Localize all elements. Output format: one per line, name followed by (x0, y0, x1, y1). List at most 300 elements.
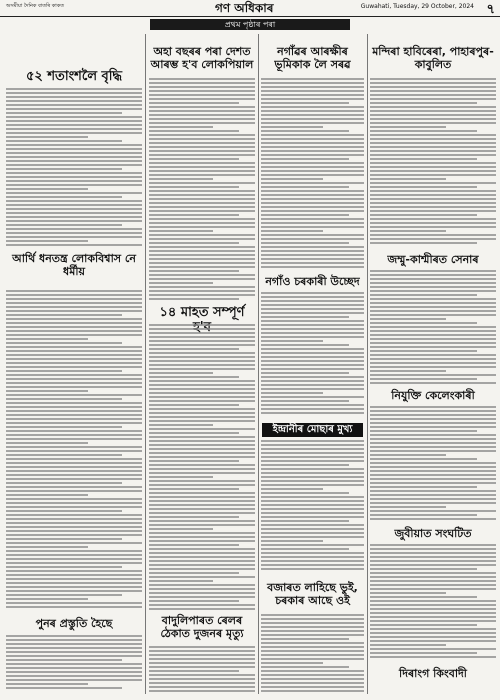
text-line (6, 554, 142, 556)
text-line (6, 322, 142, 324)
text-line (149, 524, 255, 526)
text-line (6, 212, 142, 214)
text-line (149, 102, 239, 104)
text-line (261, 134, 364, 136)
text-line (149, 94, 255, 96)
text-line (149, 504, 255, 506)
text-line (261, 468, 364, 470)
text-line (261, 392, 323, 394)
text-line (261, 618, 364, 620)
text-line (149, 122, 255, 124)
text-line (6, 410, 142, 412)
text-line (261, 480, 364, 482)
text-line (261, 520, 349, 522)
text-line (261, 82, 364, 84)
text-line (6, 671, 142, 673)
text-line (149, 186, 239, 188)
text-line (6, 679, 142, 681)
text-line (6, 160, 142, 162)
text-line (6, 663, 142, 665)
text-line (261, 98, 364, 100)
text-line (261, 642, 364, 644)
text-line (6, 346, 142, 348)
text-line (149, 484, 255, 486)
text-line (261, 368, 364, 370)
text-line (261, 336, 364, 338)
text-line (6, 683, 88, 685)
text-line (370, 270, 496, 272)
article-body (149, 324, 255, 614)
headline-d5: দিৰাংগ কিংবাদী (399, 667, 467, 680)
text-line (149, 460, 239, 462)
headline-c3: ইন্দ্ৰানীৰ মোছাৰ মুখ্য (262, 423, 363, 437)
text-line (261, 492, 349, 494)
text-line (6, 354, 142, 356)
text-line (6, 578, 142, 580)
text-line (149, 344, 255, 346)
text-line (370, 178, 446, 180)
text-line (261, 690, 364, 692)
text-line (261, 622, 364, 624)
text-line (6, 406, 142, 408)
article-body (149, 78, 255, 302)
text-line (149, 416, 255, 418)
text-line (149, 654, 255, 656)
text-line (6, 116, 142, 118)
text-line (370, 604, 496, 606)
text-line (261, 634, 364, 636)
text-line (149, 580, 213, 582)
text-line (261, 340, 323, 342)
text-line (370, 608, 496, 610)
dateline: Guwahati, Tuesday, 29 October, 2024 (360, 3, 474, 10)
text-line (6, 574, 142, 576)
text-line (149, 138, 255, 140)
text-line (149, 528, 213, 530)
text-line (261, 400, 349, 402)
text-line (6, 370, 122, 372)
text-line (370, 556, 496, 558)
text-line (261, 146, 364, 148)
text-line (261, 360, 364, 362)
text-line (149, 456, 255, 458)
text-line (149, 202, 255, 204)
text-line (149, 130, 239, 132)
column-divider (367, 34, 368, 694)
text-line (261, 540, 323, 542)
text-line (149, 230, 213, 232)
text-line (149, 440, 255, 442)
article-body (261, 292, 364, 418)
text-line (261, 170, 364, 172)
text-line (6, 176, 142, 178)
text-line (261, 312, 364, 314)
text-line (6, 156, 142, 158)
text-line (149, 298, 239, 300)
text-line (370, 274, 496, 276)
text-line (149, 678, 255, 680)
text-line (261, 218, 364, 220)
text-line (261, 332, 364, 334)
text-line (149, 364, 255, 366)
text-line (6, 294, 142, 296)
text-line (6, 88, 142, 90)
text-line (370, 616, 496, 618)
text-line (149, 516, 239, 518)
text-line (149, 278, 255, 280)
text-line (149, 368, 255, 370)
text-line (6, 124, 142, 126)
text-line (370, 358, 496, 360)
text-line (370, 600, 496, 602)
text-line (6, 216, 142, 218)
text-line (370, 218, 496, 220)
text-line (149, 480, 255, 482)
text-line (149, 560, 255, 562)
text-line (149, 670, 239, 672)
headline-b3: বাদুলিপাৰত ৰেলৰ ঠেকাত দুজনৰ মৃত্যু (160, 614, 244, 640)
text-line (149, 674, 255, 676)
text-line (149, 686, 255, 688)
text-line (261, 614, 364, 616)
text-line (261, 352, 364, 354)
text-line (370, 544, 496, 546)
text-line (370, 498, 496, 500)
text-line (370, 644, 446, 646)
text-line (261, 460, 364, 462)
text-line (149, 476, 213, 478)
text-line (6, 550, 142, 552)
text-line (6, 655, 142, 657)
text-line (370, 418, 496, 420)
text-line (370, 462, 496, 464)
article-body (370, 78, 496, 248)
text-line (261, 658, 364, 660)
text-line (261, 304, 364, 306)
text-line (370, 612, 496, 614)
text-line (261, 226, 364, 228)
text-line (149, 258, 255, 260)
text-line (370, 482, 496, 484)
text-line (261, 348, 364, 350)
text-line (149, 564, 255, 566)
text-line (370, 118, 496, 120)
text-line (261, 404, 364, 406)
text-line (370, 548, 496, 550)
text-line (370, 426, 496, 428)
text-line (6, 418, 142, 420)
text-line (370, 326, 496, 328)
text-line (149, 388, 255, 390)
text-line (6, 326, 142, 328)
text-line (370, 194, 496, 196)
text-line (149, 190, 255, 192)
text-line (261, 102, 349, 104)
text-line (370, 110, 496, 112)
text-line (370, 346, 496, 348)
text-line (261, 388, 364, 390)
text-line (6, 144, 142, 146)
text-line (149, 146, 255, 148)
text-line (6, 232, 142, 234)
text-line (149, 592, 255, 594)
text-line (149, 396, 255, 398)
text-line (6, 92, 142, 94)
text-line (149, 584, 255, 586)
text-line (6, 382, 142, 384)
text-line (261, 516, 364, 518)
text-line (370, 282, 496, 284)
text-line (261, 488, 323, 490)
text-line (149, 376, 239, 378)
text-line (6, 112, 122, 114)
text-line (6, 228, 142, 230)
text-line (370, 330, 496, 332)
text-line (261, 118, 364, 120)
text-line (370, 82, 496, 84)
text-line (6, 374, 142, 376)
text-line (149, 488, 239, 490)
text-line (149, 78, 255, 80)
text-line (149, 98, 255, 100)
text-line (6, 687, 122, 689)
text-line (370, 506, 446, 508)
text-line (261, 114, 364, 116)
text-line (261, 316, 349, 318)
text-line (261, 222, 364, 224)
text-line (149, 658, 255, 660)
headline-a3: পুনৰ প্ৰস্তুতি হৈছে (35, 617, 113, 630)
text-line (261, 246, 364, 248)
text-line (149, 556, 255, 558)
text-line (261, 234, 364, 236)
text-line (149, 540, 255, 542)
text-line (149, 174, 255, 176)
text-line (370, 102, 477, 104)
text-line (370, 126, 446, 128)
text-line (6, 108, 142, 110)
text-line (261, 126, 323, 128)
text-line (370, 162, 496, 164)
article-body (6, 635, 142, 693)
text-line (261, 356, 364, 358)
text-line (370, 354, 496, 356)
text-line (261, 182, 364, 184)
text-line (261, 258, 364, 260)
headline-c1: নগাঁৱৰ আৰক্ষীৰ ভূমিকাক লৈ সৰৱ (274, 45, 351, 71)
text-line (6, 442, 88, 444)
text-line (149, 142, 255, 144)
text-line (261, 564, 364, 566)
text-line (370, 366, 496, 368)
text-line (261, 238, 364, 240)
column-divider (145, 34, 146, 694)
text-line (149, 332, 255, 334)
text-line (370, 576, 496, 578)
text-line (370, 86, 496, 88)
text-line (149, 150, 255, 152)
text-line (6, 494, 88, 496)
text-line (370, 334, 496, 336)
text-line (149, 126, 213, 128)
text-line (6, 542, 142, 544)
text-line (370, 350, 477, 352)
text-line (6, 586, 142, 588)
text-line (6, 192, 142, 194)
text-line (370, 374, 496, 376)
text-line (261, 162, 364, 164)
text-line (261, 452, 364, 454)
text-line (261, 662, 323, 664)
text-line (261, 254, 364, 256)
text-line (149, 110, 255, 112)
text-line (6, 140, 122, 142)
text-line (370, 378, 477, 380)
text-line (149, 500, 255, 502)
text-line (261, 380, 364, 382)
article-body (370, 544, 496, 662)
text-line (261, 110, 364, 112)
text-line (6, 558, 142, 560)
text-line (370, 552, 496, 554)
text-line (370, 430, 477, 432)
newspaper-logo: গণ অধিকাৰ (215, 1, 274, 15)
text-line (370, 150, 496, 152)
text-line (6, 450, 142, 452)
text-line (261, 650, 364, 652)
text-line (370, 458, 477, 460)
text-line (6, 466, 142, 468)
text-line (149, 106, 255, 108)
text-line (149, 380, 255, 382)
text-line (149, 496, 255, 498)
text-line (261, 94, 364, 96)
text-line (370, 158, 477, 160)
text-line (149, 158, 239, 160)
text-line (370, 190, 496, 192)
text-line (370, 648, 496, 650)
text-line (149, 508, 255, 510)
text-line (261, 654, 364, 656)
text-line (149, 182, 255, 184)
headline-a2: আৰ্থি ধনতন্ত্ৰ লোকবিশ্বাস নে ধৰ্মীয় (12, 252, 136, 278)
text-line (6, 204, 142, 206)
text-line (149, 600, 239, 602)
text-line (261, 408, 364, 410)
text-line (149, 662, 255, 664)
headline-b1: অহা বছৰৰ পৰা দেশত আৰম্ভ হ'ব লোকপিয়াল (150, 45, 254, 71)
text-line (261, 560, 364, 562)
text-line (261, 536, 364, 538)
text-line (261, 372, 349, 374)
text-line (6, 136, 88, 138)
text-line (370, 114, 496, 116)
text-line (6, 358, 142, 360)
text-line (261, 308, 364, 310)
text-line (149, 324, 255, 326)
article-body (6, 290, 142, 612)
text-line (149, 512, 255, 514)
text-line (370, 214, 477, 216)
text-line (6, 394, 142, 396)
text-line (370, 226, 496, 228)
text-line (261, 166, 364, 168)
text-line (149, 214, 239, 216)
text-line (370, 560, 496, 562)
text-line (149, 222, 255, 224)
text-line (149, 356, 255, 358)
text-line (261, 630, 364, 632)
text-line (149, 420, 255, 422)
text-line (261, 150, 364, 152)
text-line (6, 224, 122, 226)
headline-d4: জুবীয়াত সংঘটিত (394, 527, 472, 540)
article-body (261, 440, 364, 575)
text-line (6, 430, 142, 432)
text-line (261, 528, 364, 530)
text-line (6, 651, 142, 653)
text-line (149, 242, 239, 244)
text-line (261, 544, 364, 546)
text-line (149, 448, 255, 450)
text-line (370, 438, 496, 440)
text-line (6, 438, 142, 440)
text-line (6, 386, 142, 388)
text-line (149, 360, 255, 362)
text-line (261, 552, 364, 554)
text-line (6, 510, 122, 512)
text-line (149, 250, 255, 252)
text-line (261, 158, 349, 160)
text-line (370, 518, 496, 520)
text-line (261, 328, 364, 330)
text-line (149, 134, 255, 136)
text-line (6, 402, 142, 404)
text-line (6, 168, 122, 170)
text-line (261, 524, 364, 526)
text-line (6, 486, 142, 488)
page-number: ৭ (486, 2, 495, 17)
text-line (261, 210, 364, 212)
text-line (261, 500, 364, 502)
headline-c2: নগাঁও চৰকাৰী উচ্ছেদ (265, 275, 360, 288)
text-line (6, 426, 122, 428)
text-line (261, 344, 349, 346)
text-line (149, 682, 255, 684)
text-line (6, 184, 142, 186)
text-line (6, 164, 142, 166)
text-line (149, 452, 255, 454)
text-line (6, 514, 142, 516)
text-line (261, 472, 364, 474)
text-line (370, 632, 496, 634)
text-line (261, 186, 349, 188)
text-line (261, 296, 364, 298)
text-line (149, 536, 255, 538)
text-line (261, 106, 364, 108)
text-line (370, 186, 477, 188)
text-line (149, 384, 255, 386)
text-line (370, 238, 496, 240)
headline-d3: নিযুক্তি কেলেংকাৰী (391, 389, 475, 402)
text-line (149, 568, 255, 570)
text-line (370, 442, 496, 444)
text-line (261, 230, 323, 232)
text-line (6, 236, 142, 238)
text-line (370, 478, 496, 480)
text-line (149, 424, 213, 426)
text-line (6, 474, 142, 476)
